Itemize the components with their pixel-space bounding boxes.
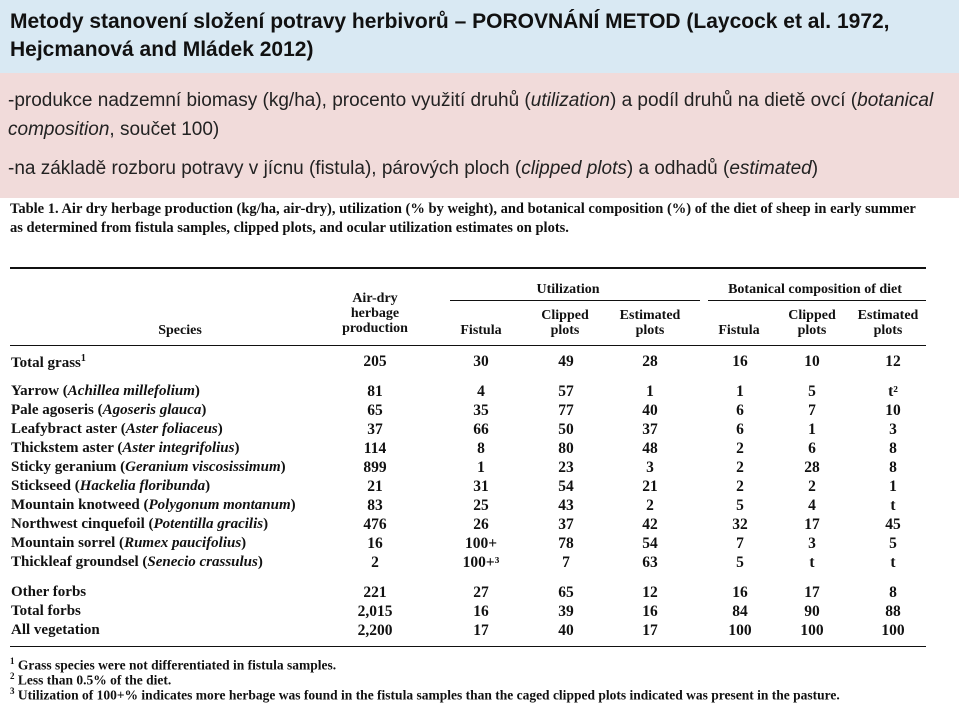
cell-bot-fistula: 16	[732, 353, 748, 370]
cell-bot-clipped: 17	[804, 584, 820, 601]
cell-bot-clipped: 100	[800, 622, 824, 639]
cell-util-fistula: 1	[477, 459, 485, 476]
bullet-line-2: -na základě rozboru potravy v jícnu (fistula), párových ploch (clipped plots) a odhadů (estimated)	[8, 158, 819, 179]
cell-util-estimated: 42	[642, 516, 658, 533]
cell-util-clipped: 40	[558, 622, 574, 639]
cell-bot-estimated: 3	[889, 421, 897, 438]
cell-production: 37	[367, 421, 383, 438]
cell-util-estimated: 40	[642, 402, 658, 419]
cell-bot-clipped: 10	[804, 353, 820, 370]
cell-util-estimated: 54	[642, 535, 658, 552]
cell-bot-clipped: 2	[808, 478, 816, 495]
cell-production: 2	[371, 554, 379, 571]
header-bot-fistula: Fistula	[718, 323, 760, 338]
cell-util-clipped: 39	[558, 603, 574, 620]
cell-production: 2,200	[357, 622, 393, 639]
utilization-header-rule	[450, 300, 700, 301]
species-name: Sticky geranium (Geranium viscosissimum)	[11, 459, 286, 475]
cell-util-clipped: 77	[558, 402, 574, 419]
species-name: Thickleaf groundsel (Senecio crassulus)	[11, 554, 263, 570]
cell-util-estimated: 2	[646, 497, 654, 514]
cell-util-estimated: 1	[646, 383, 654, 400]
botanical-header-rule	[708, 300, 926, 301]
cell-bot-estimated: t	[890, 497, 896, 514]
cell-util-clipped: 50	[558, 421, 574, 438]
header-species: Species	[158, 323, 202, 338]
cell-bot-fistula: 16	[732, 584, 748, 601]
cell-bot-estimated: 8	[889, 459, 897, 476]
cell-bot-clipped: t	[809, 554, 815, 571]
cell-bot-estimated: t²	[888, 383, 898, 400]
cell-bot-clipped: 1	[808, 421, 816, 438]
species-name: Total forbs	[11, 603, 81, 619]
table-top-rule	[10, 267, 926, 269]
cell-util-clipped: 80	[558, 440, 574, 457]
header-utilization: Utilization	[536, 282, 600, 297]
cell-production: 114	[363, 440, 387, 457]
cell-util-estimated: 16	[642, 603, 658, 620]
cell-util-fistula: 100+³	[462, 554, 500, 571]
cell-util-estimated: 12	[642, 584, 658, 601]
cell-bot-fistula: 6	[736, 402, 744, 419]
cell-bot-clipped: 17	[804, 516, 820, 533]
cell-util-clipped: 65	[558, 584, 574, 601]
cell-util-fistula: 4	[477, 383, 485, 400]
cell-production: 2,015	[357, 603, 393, 620]
cell-bot-estimated: 8	[889, 584, 897, 601]
cell-util-fistula: 31	[473, 478, 489, 495]
slide-title: Metody stanovení složení potravy herbivorů – POROVNÁNÍ METOD (Laycock et al. 1972, Hejcmanová and Mládek 2012)	[10, 10, 890, 61]
species-name: Other forbs	[11, 584, 87, 600]
cell-util-clipped: 54	[558, 478, 574, 495]
cell-bot-fistula: 6	[736, 421, 744, 438]
cell-bot-fistula: 2	[736, 478, 744, 495]
cell-util-fistula: 27	[473, 584, 489, 601]
header-botanical: Botanical composition of diet	[728, 282, 902, 297]
cell-util-clipped: 37	[558, 516, 574, 533]
header-bottom-rule	[10, 345, 926, 346]
cell-util-fistula: 30	[473, 353, 489, 370]
header-util-estimated: Estimated plots	[619, 308, 681, 338]
cell-util-clipped: 57	[558, 383, 574, 400]
cell-bot-estimated: t	[890, 554, 896, 571]
cell-bot-estimated: 1	[889, 478, 897, 495]
species-name: Thickstem aster (Aster integrifolius)	[11, 440, 240, 456]
cell-bot-fistula: 84	[732, 603, 748, 620]
cell-bot-clipped: 7	[808, 402, 816, 419]
cell-util-fistula: 100+	[464, 535, 498, 552]
species-name: Mountain sorrel (Rumex paucifolius)	[11, 535, 247, 551]
cell-util-fistula: 8	[477, 440, 485, 457]
cell-util-estimated: 37	[642, 421, 658, 438]
cell-bot-clipped: 90	[804, 603, 820, 620]
header-util-clipped: Clipped plots	[541, 308, 589, 338]
cell-bot-clipped: 3	[808, 535, 816, 552]
header-util-fistula: Fistula	[460, 323, 502, 338]
cell-production: 476	[363, 516, 387, 533]
cell-bot-estimated: 10	[885, 402, 901, 419]
species-name: Pale agoseris (Agoseris glauca)	[11, 402, 207, 418]
cell-production: 221	[363, 584, 387, 601]
table-bottom-rule	[10, 646, 926, 647]
cell-bot-clipped: 5	[808, 383, 816, 400]
cell-bot-fistula: 5	[736, 497, 744, 514]
cell-bot-fistula: 5	[736, 554, 744, 571]
cell-production: 16	[367, 535, 383, 552]
cell-util-clipped: 49	[558, 353, 574, 370]
cell-bot-fistula: 2	[736, 440, 744, 457]
cell-bot-estimated: 12	[885, 353, 901, 370]
table-caption: Table 1. Air dry herbage production (kg/ha, air-dry), utilization (% by weight), and botanical composition (%) of the diet of sheep in early summer as determined from fistula samples, clipped plots, and ocular utilization estimates on plots.	[10, 201, 916, 236]
cell-util-clipped: 23	[558, 459, 574, 476]
cell-production: 81	[367, 383, 383, 400]
cell-bot-clipped: 28	[804, 459, 820, 476]
bullet-line-1: -produkce nadzemní biomasy (kg/ha), procento využití druhů (utilization) a podíl druhů na dietě ovcí (botanical composition, součet 100)	[8, 90, 934, 140]
footnote-2: $^2$ Less than 0.5% of the diet.	[10, 671, 172, 688]
cell-production: 205	[363, 353, 387, 370]
species-name: Yarrow (Achillea millefolium)	[11, 383, 200, 399]
cell-production: 21	[367, 478, 383, 495]
species-name: Total grass$^1$	[11, 353, 86, 371]
header-production: Air-dry herbage production	[342, 291, 408, 336]
cell-bot-estimated: 5	[889, 535, 897, 552]
cell-util-fistula: 26	[473, 516, 489, 533]
cell-util-estimated: 17	[642, 622, 658, 639]
cell-bot-fistula: 1	[736, 383, 744, 400]
cell-util-estimated: 21	[642, 478, 658, 495]
cell-bot-clipped: 6	[808, 440, 816, 457]
cell-production: 65	[367, 402, 383, 419]
species-name: Stickseed (Hackelia floribunda)	[11, 478, 211, 494]
cell-bot-estimated: 45	[885, 516, 901, 533]
footnote-1: $^1$ Grass species were not differentiated in fistula samples.	[10, 656, 337, 673]
cell-util-clipped: 7	[562, 554, 570, 571]
species-name: Mountain knotweed (Polygonum montanum)	[11, 497, 296, 513]
cell-bot-fistula: 2	[736, 459, 744, 476]
species-name: Northwest cinquefoil (Potentilla gracilis)	[11, 516, 269, 532]
cell-bot-estimated: 8	[889, 440, 897, 457]
cell-production: 899	[363, 459, 387, 476]
cell-bot-clipped: 4	[808, 497, 816, 514]
cell-bot-estimated: 100	[881, 622, 905, 639]
header-bot-estimated: Estimated plots	[857, 308, 919, 338]
cell-util-fistula: 35	[473, 402, 489, 419]
cell-bot-fistula: 7	[736, 535, 744, 552]
cell-production: 83	[367, 497, 383, 514]
cell-util-fistula: 25	[473, 497, 489, 514]
cell-bot-fistula: 32	[732, 516, 748, 533]
cell-util-clipped: 78	[558, 535, 574, 552]
cell-util-fistula: 16	[473, 603, 489, 620]
cell-util-estimated: 3	[646, 459, 654, 476]
species-name: All vegetation	[11, 622, 100, 638]
cell-util-estimated: 48	[642, 440, 658, 457]
cell-util-estimated: 63	[642, 554, 658, 571]
cell-util-fistula: 17	[473, 622, 489, 639]
cell-util-clipped: 43	[558, 497, 574, 514]
header-bot-clipped: Clipped plots	[788, 308, 836, 338]
cell-bot-fistula: 100	[728, 622, 752, 639]
cell-bot-estimated: 88	[885, 603, 901, 620]
cell-util-fistula: 66	[473, 421, 489, 438]
species-name: Leafybract aster (Aster foliaceus)	[11, 421, 223, 437]
footnote-3: $^3$ Utilization of 100+% indicates more herbage was found in the fistula samples than the caged clipped plots indicated was present in the pasture.	[10, 686, 840, 703]
cell-util-estimated: 28	[642, 353, 658, 370]
